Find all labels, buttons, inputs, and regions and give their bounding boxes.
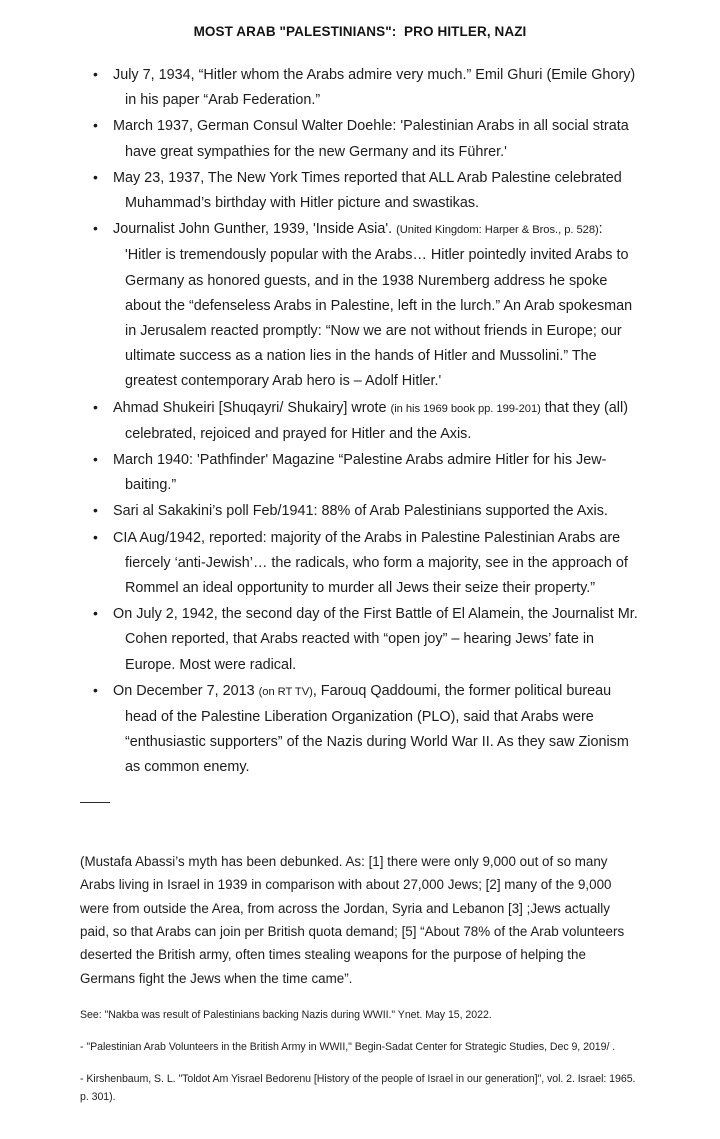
bullet-marker-icon: • [93, 117, 98, 134]
inline-text: July 7, 1934, “Hitler whom the Arabs admire very much.” Emil Ghuri (Emile Ghory) in his paper “Arab Federation.” [113, 67, 636, 109]
bullet-item-el-alamein-1942 [93, 601, 642, 678]
bullet-item-doehle-1937 [93, 113, 642, 164]
citation-line: - "Palestinian Arab Volunteers in the British Army in WWII," Begin-Sadat Center for Strategic Studies, Dec 9, 2019/ . [80, 1041, 616, 1054]
inline-text: On December 7, 2013 [113, 682, 259, 699]
citation-list [80, 990, 642, 1106]
bullet-item-gunther-1939 [93, 216, 642, 394]
bullet-item-shukeiri-1969 [93, 395, 642, 447]
bullet-text [113, 221, 632, 389]
bullet-text [113, 683, 629, 776]
inline-text: Sari al Sakakini’s poll Feb/1941: 88% of Arab Palestinians supported the Axis. [113, 503, 608, 520]
inline-text: that they (all) celebrated, rejoiced and prayed for Hitler and the Axis. [125, 399, 628, 442]
inline-text: CIA Aug/1942, reported: majority of the Arabs in Palestine Palestinian Arabs are fiercely ‘anti-Jewish’… the radicals, who form a majority, see in the approach of Rommel an ideal opportunity to murder all Jews their seize their property.” [113, 529, 628, 597]
page-title: MOST ARAB "PALESTINIANS": PRO HITLER, NAZI [193, 24, 527, 39]
bullet-marker-icon: • [93, 220, 98, 237]
bullet-marker-icon: • [93, 168, 98, 185]
bullet-marker-icon: • [93, 502, 98, 519]
claims-bullet-list [0, 39, 720, 781]
bullet-item-ghuri-1934 [93, 62, 642, 113]
citation-line: - Kirshenbaum, S. L. "Toldot Am Yisrael Bedorenu [History of the people of Israel in our generation]", vol. 2. Israel: 1965. p. 301). [80, 1073, 636, 1104]
inline-text: March 1940: 'Pathfinder' Magazine “Palestine Arabs admire Hitler for his Jew-baiting.” [113, 452, 607, 494]
bullet-text [113, 400, 628, 442]
bullet-text [113, 452, 606, 493]
bullet-item-sakakini-1941 [93, 498, 642, 524]
bullet-marker-icon: • [93, 451, 98, 468]
bullet-marker-icon: • [93, 398, 98, 415]
bullet-text [113, 118, 629, 159]
inline-text: Journalist John Gunther, 1939, 'Inside Asia'. [113, 221, 397, 238]
inline-text: Ahmad Shukeiri [Shuqayri/ Shukairy] wrote [113, 399, 391, 416]
inline-source-note: (in his 1969 book pp. 199-201) [390, 402, 541, 415]
inline-text: May 23, 1937, The New York Times reported that ALL Arab Palestine celebrated Muhammad’s birthday with Hitler picture and swastikas. [113, 169, 622, 212]
inline-text: On July 2, 1942, the second day of the First Battle of El Alamein, the Journalist Mr. Cohen reported, that Arabs reacted with “open joy” – hearing Jews’ fate in Europe. Most were radical. [113, 606, 638, 673]
bullet-marker-icon: • [93, 605, 98, 622]
bullet-item-nyt-1937 [93, 165, 642, 216]
footnotes-section [0, 803, 720, 1106]
bullet-text [113, 530, 628, 596]
bullet-item-qaddoumi-2013 [93, 678, 642, 781]
divider-container [0, 781, 720, 803]
bullet-marker-icon: • [93, 66, 98, 82]
bullet-item-pathfinder-1940 [93, 447, 642, 498]
bullet-text [113, 503, 608, 519]
bullet-text [113, 606, 638, 672]
bullet-text [113, 170, 622, 211]
inline-text: : 'Hitler is tremendously popular with the Arabs… Hitler pointedly invited Arabs to Germany as honored guests, and in the 1938 Nuremberg address he spoke about the “defenseless Arabs in Palestine, left in the lurch.” An Arab spokesman in Jerusalem reacted promptly: “Now we are not without friends in Europe; our ultimate success as a nation lies in the hands of Hitler and Mussolini.” The greatest contemporary Arab hero is – Adolf Hitler.' [125, 221, 633, 390]
inline-text: , Farouq Qaddoumi, the former political bureau head of the Palestine Liberation Organization (PLO), said that Arabs were “enthusiastic supporters” of the Nazis during World War II. As they saw Zionism as common enemy. [125, 682, 629, 776]
inline-text: March 1937, German Consul Walter Doehle: 'Palestinian Arabs in all social strata have great sympathies for the new Germany and its Führer.' [113, 118, 629, 160]
bullet-text [113, 67, 635, 108]
bullet-marker-icon: • [93, 681, 98, 698]
footnote-paragraph: (Mustafa Abassi’s myth has been debunked. As: [1] there were only 9,000 out of so many Arabs living in Israel in 1939 in comparison with about 27,000 Jews; [2] many of the 9,000 were from outside the Area, from across the Jordan, Syria and Lebanon [3] ;Jews actually paid, so that Arabs can join per British quota demand; [5] “About 78% of the Arab volunteers deserted the British army, often times stealing weapons for the purpose of helping the Germans fight the Jews when the time came”. [80, 853, 625, 986]
inline-source-note: (on RT TV) [258, 685, 313, 698]
inline-source-note: (United Kingdom: Harper & Bros., p. 528) [396, 224, 599, 237]
bullet-marker-icon: • [93, 528, 98, 545]
bullet-item-cia-1942 [93, 525, 642, 602]
citation-line: See: "Nakba was result of Palestinians backing Nazis during WWII." Ynet. May 15, 2022. [80, 1009, 492, 1022]
